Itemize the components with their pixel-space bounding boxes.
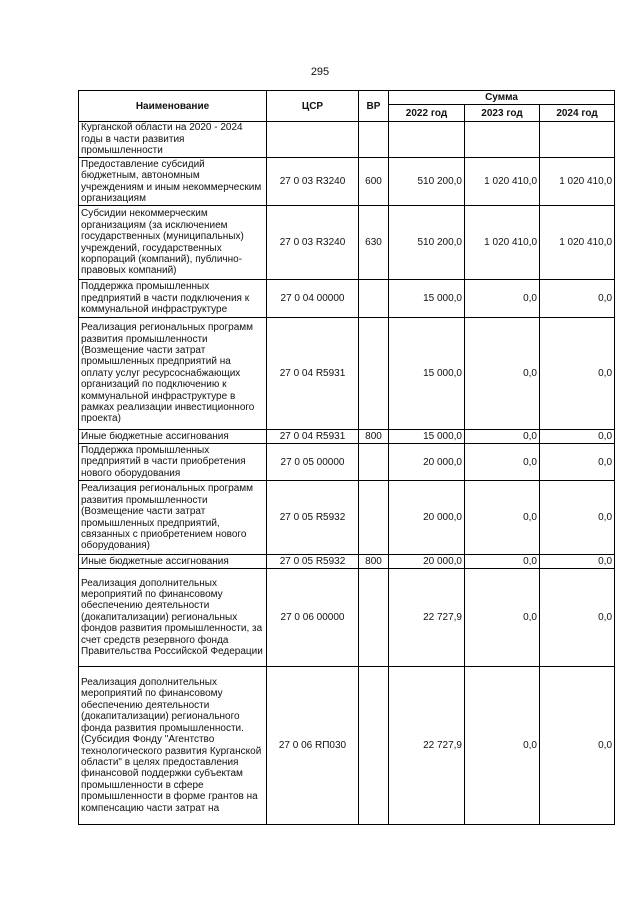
row-csr: 27 0 05 R5932	[267, 481, 359, 555]
row-csr: 27 0 04 R5931	[267, 430, 359, 444]
row-sum-2024: 0,0	[540, 280, 615, 318]
row-vr: 630	[359, 206, 389, 280]
row-sum-2023: 0,0	[465, 667, 540, 825]
table-row	[79, 280, 615, 318]
header-sum: Сумма	[389, 91, 615, 105]
row-sum-2024: 0,0	[540, 555, 615, 569]
header-name: Наименование	[79, 91, 267, 122]
row-csr: 27 0 06 00000	[267, 569, 359, 667]
row-sum-2024: 1 020 410,0	[540, 206, 615, 280]
row-sum-2022: 20 000,0	[389, 555, 465, 569]
row-sum-2024: 0,0	[540, 318, 615, 430]
row-name: Реализация дополнительных мероприятий по финансовому обеспечению деятельности (докапитализации) региональных фондов развития промышленности, за счет средств резервного фонда Правительства Российской Федерации	[79, 569, 267, 667]
row-sum-2023: 1 020 410,0	[465, 206, 540, 280]
row-name: Иные бюджетные ассигнования	[79, 555, 267, 569]
row-name: Реализация региональных программ развития промышленности (Возмещение части затрат промышленных предприятий, связанных с приобретением нового оборудования)	[79, 481, 267, 555]
row-sum-2022: 15 000,0	[389, 318, 465, 430]
row-sum-2023: 0,0	[465, 280, 540, 318]
row-csr: 27 0 06 RП030	[267, 667, 359, 825]
row-sum-2022: 20 000,0	[389, 481, 465, 555]
row-csr: 27 0 03 R3240	[267, 206, 359, 280]
header-year-2024: 2024 год	[540, 105, 615, 122]
row-vr: 800	[359, 430, 389, 444]
row-name: Субсидии некоммерческим организациям (за исключением государственных (муниципальных) учреждений, государственных корпораций (компаний), публично-правовых компаний)	[79, 206, 267, 280]
row-sum-2024: 0,0	[540, 569, 615, 667]
row-sum-2022: 22 727,9	[389, 667, 465, 825]
page-number: 295	[310, 66, 330, 78]
row-vr	[359, 667, 389, 825]
row-name: Поддержка промышленных предприятий в части подключения к коммунальной инфраструктуре	[79, 280, 267, 318]
row-name: Предоставление субсидий бюджетным, автономным учреждениям и иным некоммерческим организациям	[79, 158, 267, 206]
row-sum-2023: 0,0	[465, 481, 540, 555]
row-csr: 27 0 04 00000	[267, 280, 359, 318]
table-row	[79, 122, 615, 158]
row-sum-2024	[540, 122, 615, 158]
row-sum-2023: 0,0	[465, 318, 540, 430]
row-sum-2024: 0,0	[540, 430, 615, 444]
row-sum-2023: 1 020 410,0	[465, 158, 540, 206]
table-row	[79, 444, 615, 481]
header-vr: ВР	[359, 91, 389, 122]
row-sum-2022: 20 000,0	[389, 444, 465, 481]
budget-table	[78, 90, 615, 825]
row-sum-2022: 15 000,0	[389, 430, 465, 444]
row-vr: 600	[359, 158, 389, 206]
row-sum-2022: 22 727,9	[389, 569, 465, 667]
row-csr: 27 0 05 R5932	[267, 555, 359, 569]
row-sum-2023: 0,0	[465, 569, 540, 667]
row-vr	[359, 122, 389, 158]
row-name: Реализация дополнительных мероприятий по финансовому обеспечению деятельности (докапитализации) регионального фонда развития промышленности. (Субсидия Фонду "Агентство технологического развития Курганской области" в целях предоставления финансовой поддержки субъектам промышленности в сфере промышленности в форме грантов на компенсацию части затрат на	[79, 667, 267, 825]
row-vr	[359, 318, 389, 430]
table-row	[79, 158, 615, 206]
row-sum-2024: 0,0	[540, 481, 615, 555]
header-year-2023: 2023 год	[465, 105, 540, 122]
row-name: Иные бюджетные ассигнования	[79, 430, 267, 444]
table-row	[79, 481, 615, 555]
table-row	[79, 667, 615, 825]
header-csr: ЦСР	[267, 91, 359, 122]
row-csr: 27 0 03 R3240	[267, 158, 359, 206]
table-row	[79, 318, 615, 430]
row-csr	[267, 122, 359, 158]
row-vr	[359, 481, 389, 555]
row-sum-2023	[465, 122, 540, 158]
row-sum-2023: 0,0	[465, 444, 540, 481]
row-csr: 27 0 04 R5931	[267, 318, 359, 430]
row-sum-2022	[389, 122, 465, 158]
row-vr	[359, 569, 389, 667]
header-year-2022: 2022 год	[389, 105, 465, 122]
row-sum-2024: 0,0	[540, 444, 615, 481]
row-sum-2022: 510 200,0	[389, 206, 465, 280]
row-vr	[359, 444, 389, 481]
table-row	[79, 555, 615, 569]
row-vr	[359, 280, 389, 318]
row-sum-2022: 510 200,0	[389, 158, 465, 206]
row-name: Реализация региональных программ развития промышленности (Возмещение части затрат промышленных предприятий на оплату услуг ресурсоснабжающих организаций по подключению к коммунальной инфраструктуре в рамках реализации инвестиционного проекта)	[79, 318, 267, 430]
table-row	[79, 206, 615, 280]
row-sum-2023: 0,0	[465, 430, 540, 444]
row-name: Поддержка промышленных предприятий в части приобретения нового оборудования	[79, 444, 267, 481]
row-name: Курганской области на 2020 - 2024 годы в части развития промышленности	[79, 122, 267, 158]
row-csr: 27 0 05 00000	[267, 444, 359, 481]
row-vr: 800	[359, 555, 389, 569]
table-row	[79, 569, 615, 667]
row-sum-2022: 15 000,0	[389, 280, 465, 318]
row-sum-2024: 1 020 410,0	[540, 158, 615, 206]
row-sum-2023: 0,0	[465, 555, 540, 569]
table-row	[79, 430, 615, 444]
row-sum-2024: 0,0	[540, 667, 615, 825]
